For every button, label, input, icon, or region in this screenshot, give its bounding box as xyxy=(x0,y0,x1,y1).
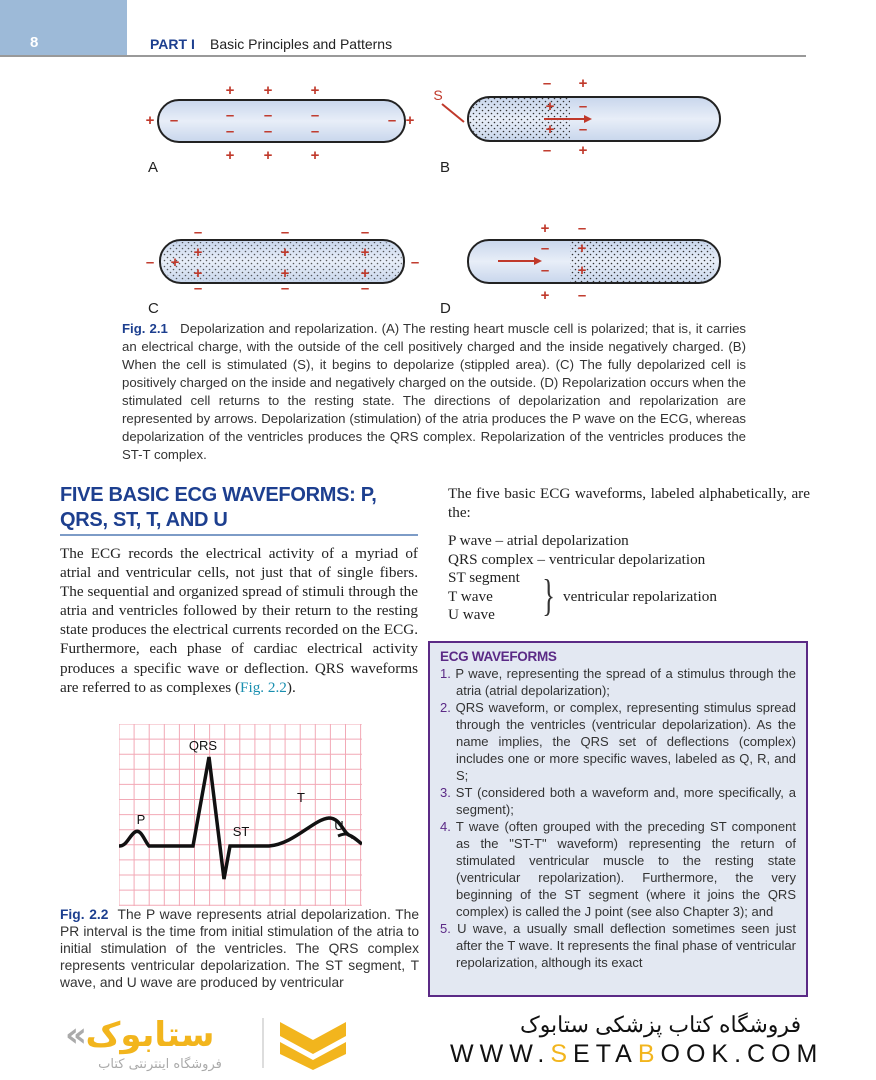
svg-text:+: + xyxy=(263,147,273,164)
figure-label: Fig. 2.1 xyxy=(122,321,168,336)
svg-text:–: – xyxy=(410,254,420,271)
svg-text:–: – xyxy=(263,123,273,140)
svg-text:+: + xyxy=(225,147,235,164)
svg-text:–: – xyxy=(360,280,370,297)
paragraph-end: ). xyxy=(286,678,296,696)
panel-label-c: C xyxy=(148,300,159,315)
figure-link[interactable]: Fig. 2.2 xyxy=(240,678,287,696)
svg-text:+: + xyxy=(280,265,290,282)
heading-rule xyxy=(60,534,418,536)
svg-text:–: – xyxy=(577,220,587,237)
svg-text:+: + xyxy=(193,265,203,282)
svg-text:+: + xyxy=(540,220,550,237)
svg-text:–: – xyxy=(542,142,552,159)
box-title: ECG WAVEFORMS xyxy=(440,649,557,664)
svg-text:+: + xyxy=(578,75,588,92)
header-rule xyxy=(0,55,806,57)
svg-text:–: – xyxy=(577,287,587,304)
svg-text:+: + xyxy=(145,112,155,129)
svg-text:–: – xyxy=(280,224,290,241)
brace-label: ventricular repolarization xyxy=(563,588,717,605)
label-p: P xyxy=(136,812,146,827)
svg-text:+: + xyxy=(360,265,370,282)
svg-text:«: « xyxy=(65,1015,87,1055)
panel-label-a: A xyxy=(148,159,159,176)
caption-text: Depolarization and repolarization. (A) The resting heart muscle cell is polarized; that is, it carries an electrical charge, with the outside of the cell positively charged and the inside negatively charged. (B) When the cell is stimulated (S), it begins to depolarize (stippled area). (C) The fully depolarized cell is positively charged on the inside and negatively charged on the outside. (D) Repolarization occurs when the stimulated cell returns to the resting state. The directions of depolarization and repolarization are represented by arrows. Depolarization (stimulation) of the atria produces the P wave on the ECG, whereas depolarization of the ventricles produces the QRS complex. Repolarization of the ventricles produces the ST-T complex. xyxy=(122,321,746,462)
list-item: P wave – atrial depolarization xyxy=(448,532,629,549)
svg-text:+: + xyxy=(263,82,273,99)
svg-text:–: – xyxy=(169,112,179,129)
list-item: T wave xyxy=(448,587,493,605)
figure-2-2-ecg xyxy=(119,724,362,906)
box-item: 5. U wave, a usually small deflection sometimes seen just after the T wave. It represents the final phase of ventricular repolarization, although its exact xyxy=(440,921,796,970)
logo-text: ستابوک xyxy=(85,1015,215,1055)
label-qrs: QRS xyxy=(188,738,218,753)
box-item: 4. T wave (often grouped with the preceding ST component as the "ST-T" waveform) representing the return of stimulated ventricular muscle to the resting state (ventricular repolarization). Furthermore, the very beginning of the ST segment (where it joins the QRS complex) is called the J point (see also Chapter 3); and xyxy=(440,819,796,919)
body-paragraph xyxy=(60,544,418,697)
cell-a xyxy=(158,100,405,142)
label-u: U xyxy=(334,818,344,833)
setabook-logo xyxy=(55,1010,355,1072)
svg-text:–: – xyxy=(540,240,550,257)
paragraph-text: The ECG records the electrical activity of a myriad of atrial and ventricular cells, not just that of single fibers. The sequential and organized spread of stimuli through the atria and ventricles followed by their return to the resting state produces the electrical currents recorded on the ECG. Furthermore, each phase of cardiac electrical activity produces a specific wave or deflection. QRS waveforms are referred to as complexes ( xyxy=(60,545,418,696)
list-item: U wave xyxy=(448,606,495,623)
page-tab xyxy=(0,0,127,56)
label-t: T xyxy=(297,790,305,805)
svg-text:+: + xyxy=(280,244,290,261)
panel-label-b: B xyxy=(440,159,451,176)
chevron-logo-icon xyxy=(280,1022,346,1070)
part-title: Basic Principles and Patterns xyxy=(210,36,393,52)
svg-text:+: + xyxy=(577,240,587,257)
svg-text:+: + xyxy=(545,98,555,115)
svg-text:+: + xyxy=(310,147,320,164)
store-url[interactable]: WWW.SETABOOK.COM xyxy=(450,1040,824,1068)
svg-text:–: – xyxy=(310,123,320,140)
svg-text:+: + xyxy=(545,121,555,138)
svg-text:–: – xyxy=(225,107,235,124)
list-item: QRS complex – ventricular depolarization xyxy=(448,550,706,568)
svg-text:+: + xyxy=(405,112,415,129)
svg-text:+: + xyxy=(310,82,320,99)
list-item: ST segment xyxy=(448,569,520,586)
svg-text:–: – xyxy=(280,280,290,297)
figure-2-1 xyxy=(130,70,750,315)
caption-text: The P wave represents atrial depolarization. The PR interval is the time from initial stimulation of the atria to initial stimulation of the ventricles. The QRS complex represents ventricular depolarization. The ST segment, T wave, and U wave are produced by ventricular xyxy=(60,907,419,990)
label-st: ST xyxy=(232,824,250,839)
svg-text:–: – xyxy=(145,254,155,271)
store-name: فروشگاه کتاب پزشکی ستابوک xyxy=(520,1012,802,1037)
svg-text:–: – xyxy=(387,112,397,129)
box-item: 1. P wave, representing the spread of a stimulus through the atria (atrial depolarization); xyxy=(440,666,796,698)
svg-text:+: + xyxy=(578,142,588,159)
svg-text:+: + xyxy=(170,254,180,271)
svg-text:–: – xyxy=(540,262,550,279)
ecg-waveforms-box xyxy=(428,641,808,997)
page-number: 8 xyxy=(30,34,39,51)
section-heading: FIVE BASIC ECG WAVEFORMS: P, QRS, ST, T, AND U xyxy=(60,484,377,531)
svg-text:–: – xyxy=(310,107,320,124)
box-item: 2. QRS waveform, or complex, representing stimulus spread through the ventricles (ventricular depolarization). As the name implies, the QRS set of deflections (complex) includes one or more specific waves, labeled as Q, R, and S; xyxy=(440,700,796,783)
part-label: PART I xyxy=(150,36,195,52)
svg-text:–: – xyxy=(263,107,273,124)
svg-text:–: – xyxy=(578,121,588,138)
svg-text:+: + xyxy=(225,82,235,99)
svg-text:–: – xyxy=(542,75,552,92)
svg-text:+: + xyxy=(540,287,550,304)
panel-label-d: D xyxy=(440,300,451,315)
svg-text:+: + xyxy=(193,244,203,261)
box-item: 3. ST (considered both a waveform and, more specifically, a segment); xyxy=(440,785,796,817)
svg-text:–: – xyxy=(193,224,203,241)
stimulus-label: S xyxy=(433,87,443,103)
svg-text:–: – xyxy=(578,98,588,115)
figure-2-2-caption xyxy=(60,906,419,991)
svg-text:–: – xyxy=(360,224,370,241)
figure-label: Fig. 2.2 xyxy=(60,907,109,922)
svg-text:+: + xyxy=(577,262,587,279)
intro-text: The five basic ECG waveforms, labeled alphabetically, are the: xyxy=(448,485,810,521)
svg-text:–: – xyxy=(225,123,235,140)
svg-text:+: + xyxy=(360,244,370,261)
figure-2-1-caption xyxy=(122,320,746,464)
logo-subtext: فروشگاه اینترنتی کتاب xyxy=(98,1057,222,1072)
brace-icon: } xyxy=(542,571,555,620)
svg-text:–: – xyxy=(193,280,203,297)
